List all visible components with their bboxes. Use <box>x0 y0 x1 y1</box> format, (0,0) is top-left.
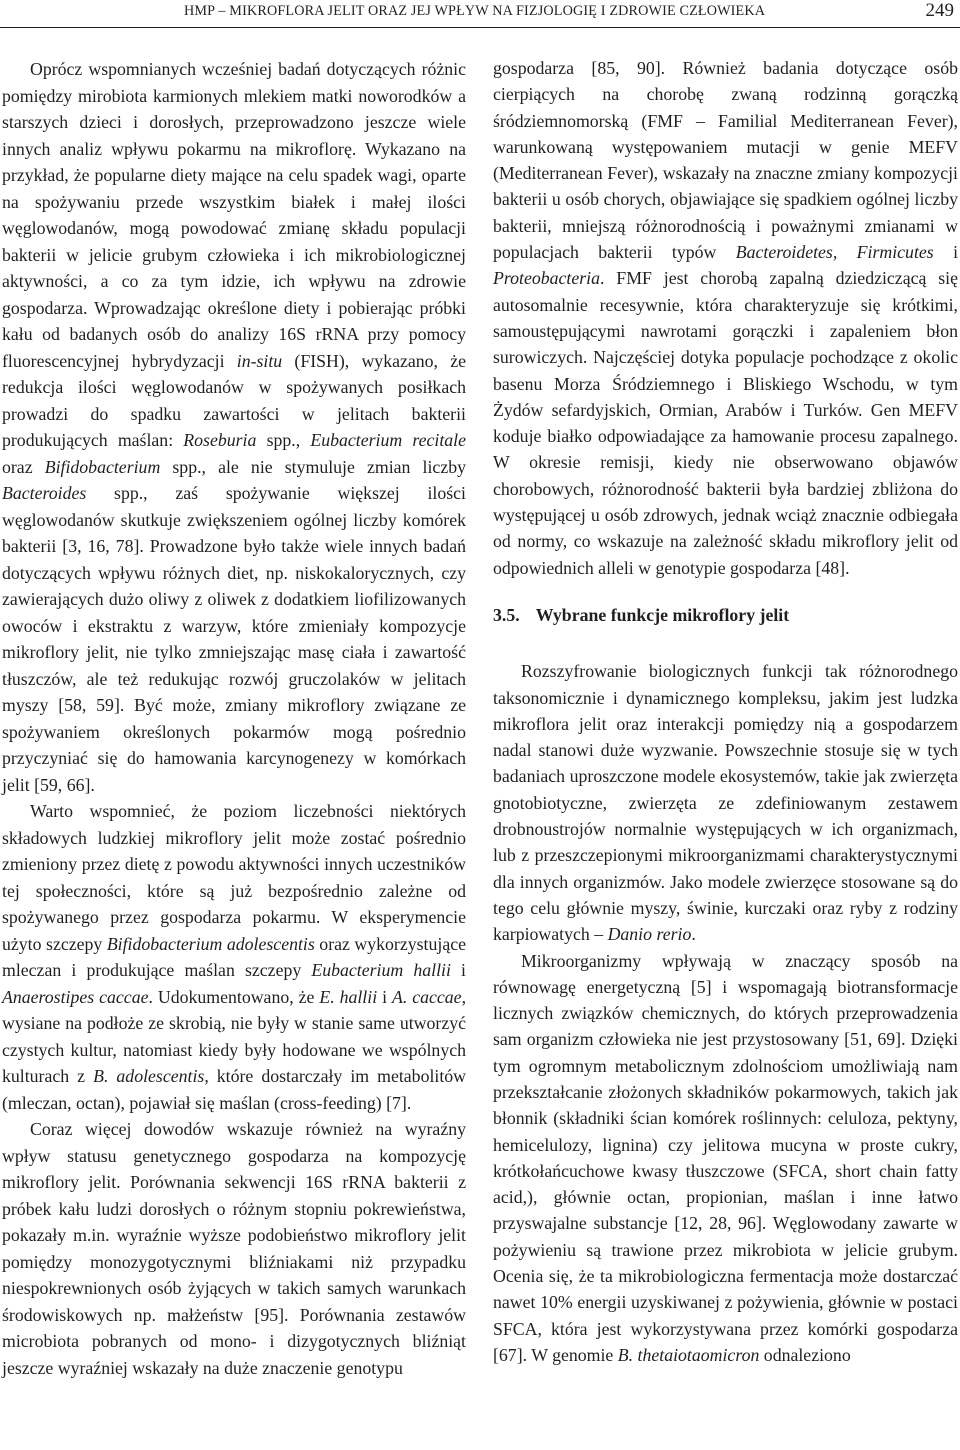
running-header <box>0 0 960 28</box>
paragraph <box>2 798 466 1116</box>
text-run: spp., zaś spożywanie większej ilości węglowodanów skutkuje zwiększeniem ogólnej liczby komórek bakterii [3, 16, 78]. Prowadzone było także wiele innych badań dotyczących wpływu różnych diet, np. niskokalorycznych, czy zawierających dużo oliwy z oliwek z dodatkiem liofilizowanych owoców i ekstraktu z warzyw, które zmieniały kompozycje mikroflory jelit, nie tylko zmniejszając masę ciała i zawartość tłuszczów, ale też redukując rozwój gruczolaków w jelitach myszy [58, 59]. Być może, zmiany mikroflory związane ze spożywaniem określonych pokarmów mogą pośrednio przyczyniać się do hamowania karcynogenezy w komórkach jelit [59, 66]. <box>2 483 466 795</box>
section-number: 3.5. <box>493 604 520 625</box>
italic-term: Proteobacteria <box>493 268 600 289</box>
section-heading <box>493 602 958 628</box>
text-run: Oprócz wspomnianych wcześniej badań dotyczących różnic pomiędzy mirobiota karmionych mlekiem matki noworodków a starszych dzieci i dorosłych, przeprowadzono jeszcze wiele innych analiz wpływu pokarmu na mikroflorę. Wykazano na przykład, że popularne diety mające na celu spadek wagi, oparte na spożywaniu przede wszystkim białek i małej ilości węglowodanów, mogą powodować zmianę składu populacji bakterii w jelicie grubym człowieka i ich mikrobiologicznej aktywności, a co za tym idzie, ich wpływu na zdrowie gospodarza. Wprowadzając określone diety i pobierając próbki kału od badanych osób do analizy 16S rRNA przy pomocy fluorescencyjnej hybrydyzacji <box>2 59 466 371</box>
text-run: i <box>377 986 392 1007</box>
text-run: spp., ale nie stymuluje zmian liczby <box>160 456 466 477</box>
text-run: spp., <box>256 430 311 450</box>
left-column <box>2 56 466 1381</box>
italic-term: Eubacterium recitale <box>310 430 466 450</box>
text-run: , wysiane na podłoże ze skrobią, nie były w stanie same utworzyć czystych kultur, natomiast kiedy były hodowane we wspólnych kulturach z <box>2 986 467 1086</box>
italic-term: Eubacterium hallii <box>311 960 451 980</box>
paragraph <box>2 1116 466 1381</box>
right-column <box>493 55 958 1368</box>
text-run: . FMF jest chorobą zapalną dziedziczącą się autosomalnie recesywnie, która charakteryzuje się krótkimi, samoustępującymi nawrotami gorączki i zapaleniem błon surowiczych. Najczęściej dotyka populacje pochodzące z okolic basenu Morza Śródziemnego i Bliskiego Wschodu, w tym Żydów sefardyjskich, Ormian, Arabów i Turków. Gen MEFV koduje białko odpowiadające za hamowanie procesu zapalnego. W okresie remisji, kiedy nie obserwowano objawów chorobowych, różnorodność bakterii była bardziej zbliżona do występującej u osób zdrowych, jednak wciąż znacznie odbiegała od normy, co wskazuje na zależność składu mikroflory jelit od odpowiednich alleli w genotypie gospodarza [48]. <box>493 268 958 578</box>
text-run: oraz <box>2 456 45 477</box>
paragraph <box>493 658 958 947</box>
italic-term: Bifidobacterium <box>44 456 161 477</box>
italic-term: Bacteroides <box>2 483 87 503</box>
paragraph <box>2 56 466 798</box>
text-run: . <box>691 924 696 945</box>
section-title: Wybrane funkcje mikroflory jelit <box>535 604 790 625</box>
text-run: Mikroorganizmy wpływają w znaczący sposób na równowagę energetyczną [5] i wspomagają biotransformacje licznych związków chemicznych, do których przeprowadzenia sam organizm człowieka nie jest przystosowany [51, 69]. Dzięki tym ogromnym metabolicznym zdolnościom umożliwiają nam przekształcanie złożonych składników pokarmowych, takich jak błonnik (składniki ścian komórek roślinnych: celuloza, pektyny, hemicelulozy, lignina) czy jelitowa mucyna w proste cukry, krótkołańcuchowe kwasy tłuszczowe (SFCA, short chain fatty acid,), głównie octan, propionian, maślan i inne łatwo przyswajalne substancje [12, 28, 96]. Węglowodany zawarte w pożywieniu są trawione przez mikrobiota w jelicie grubym. Ocenia się, że ta mikrobiologiczna fermentacja może dostarczać nawet 10% energii uzyskiwanej z pożywienia, głównie w postaci SFCA, która jest wykorzystywana przez komórki gospodarza [67]. W genomie <box>493 950 958 1365</box>
text-run: (FISH), wykazano, że redukcja ilości węglowodanów w spożywanych posiłkach prowadzi do spadku zawartości w jelitach bakterii produkujących maślan: <box>2 350 466 450</box>
italic-term: Roseburia <box>183 430 257 450</box>
text-run: . Udokumentowano, że <box>148 986 320 1007</box>
italic-term: Bifidobacterium adolescentis <box>106 933 315 954</box>
italic-term: E. hallii <box>319 986 378 1007</box>
text-run: i <box>450 960 466 980</box>
text-run: Rozszyfrowanie biologicznych funkcji tak różnorodnego taksonomicznie i dynamicznego kompleksu, jakim jest ludzka mikroflora jelit oraz interakcji pomiędzy nią a gospodarzem nadal stanowi duże wyzwanie. Powszechnie stosuje się w tych badaniach uproszczone modele ekosystemów, takie jak zwierzęta gnotobiotyczne, zwierzęta ze zdefiniowanym zestawem drobnoustrojów normalnie występujących w ich organizmach, lub z przeszczepionymi mikroorganizmami charakterystycznymi dla innych organizmów. Jako modele zwierzęce stosowane są do tego celu głównie myszy, świnie, kurczaki oraz ryby z rodziny karpiowatych – <box>493 661 958 945</box>
paragraph <box>493 948 958 1369</box>
text-run: , które dostarczały im metabolitów (mleczan, octan), pojawiał się maślan (cross-feeding) [7]. <box>2 1066 467 1113</box>
paragraph-continued <box>493 55 958 581</box>
text-run: i <box>933 242 959 263</box>
italic-term: Anaerostipes caccae <box>2 986 149 1007</box>
running-title: HMP – MIKROFLORA JELIT ORAZ JEJ WPŁYW NA FIZJOLOGIĘ I ZDROWIE CZŁOWIEKA <box>184 3 766 19</box>
italic-term: B. adolescentis <box>93 1066 205 1086</box>
italic-term: in-situ <box>236 350 283 371</box>
text-run: Coraz więcej dowodów wskazuje również na wyraźny wpływ statusu genetycznego gospodarza na kompozycję mikroflory jelit. Porównania sekwencji 16S rRNA bakterii z próbek kału ludzi dorosłych o różnym stopniu pokrewieństwa, pokazały m.in. wyraźnie wyższe podobieństwo mikroflory jelit pomiędzy monozygotycznymi bliźniakami niż przypadku niespokrewnionych osób żyjących w takich samych warunkach środowiskowych np. małżeństw [95]. Porównania zestawów microbiota pobranych od mono- i dizygotycznych bliźniąt jeszcze wyraźniej wskazały na duże znaczenie genotypu <box>2 1119 466 1378</box>
italic-term: B. thetaiotaomicron <box>617 1344 760 1365</box>
text-run: gospodarza [85, 90]. Również badania dotyczące osób cierpiących na chorobę zwaną rodzinną gorączką śródziemnomorską (FMF – Familial Mediterranean Fever), warunkowaną występowaniem mutacji w genie MEFV (Mediterranean Fever), wskazały na znaczne zmiany kompozycji bakterii u osób chorych, objawiające się spadkiem ogólnej liczby bakterii, mniejszą różnorodnością i poważnymi zmianami w populacjach bakterii typów <box>493 58 958 263</box>
italic-term: Danio rerio <box>607 924 692 945</box>
italic-term: A. caccae <box>391 986 462 1007</box>
page-number: 249 <box>925 0 954 21</box>
text-run: Warto wspomnieć, że poziom liczebności niektórych składowych ludzkiej mikroflory jelit może zostać pośrednio zmieniony przez dietę z powodu aktywności innych uczestników tej społeczności, które są już bezpośrednio zależne od spożywanego przez gospodarza pokarmu. W eksperymencie użyto szczepy <box>2 801 466 954</box>
text-run: odnaleziono <box>759 1344 851 1365</box>
text-run: oraz wykorzystujące mleczan i produkujące maślan szczepy <box>2 933 467 980</box>
italic-term: Bacteroidetes, Firmicutes <box>735 242 934 263</box>
